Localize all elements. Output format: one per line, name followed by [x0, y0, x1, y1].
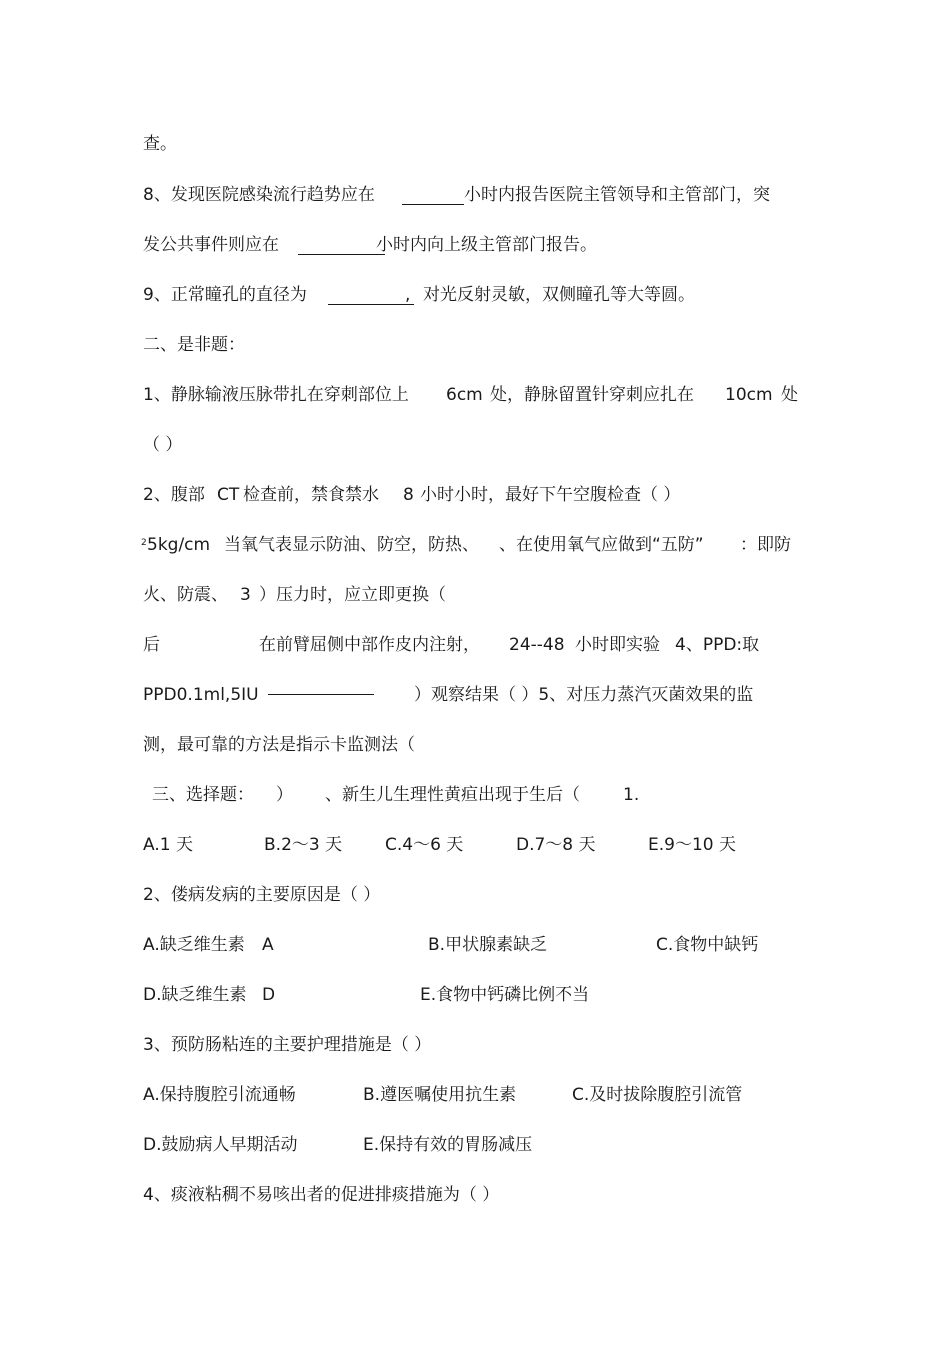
tf-question-3: ：即防	[740, 535, 791, 555]
option-a: A.1 天	[143, 835, 193, 855]
blank-line	[328, 304, 414, 305]
tf-question-3: 、在使用氧气应做到“五防”	[499, 535, 704, 555]
option-d: D.鼓励病人早期活动	[143, 1135, 298, 1155]
option-d: D.缺乏维生素	[143, 985, 247, 1005]
mc-question-3: 3、预防肠粘连的主要护理措施是（ ）	[143, 1035, 432, 1055]
tf-question-3: ）压力时，应立即更换（	[259, 585, 446, 605]
question-8-text: 小时内报告医院主管领导和主管部门，突	[464, 185, 770, 205]
question-8-text: 小时内向上级主管部门报告。	[376, 235, 597, 255]
tf-question-1: 6cm	[446, 385, 483, 405]
mc-question-2: 2、偻病发病的主要原因是（ ）	[143, 885, 381, 905]
option-c: C.食物中缺钙	[656, 935, 759, 955]
tf-question-4: 24--48	[509, 635, 565, 655]
option-a: A	[262, 935, 274, 955]
section-heading: 三、选择题：	[152, 785, 254, 805]
tf-question-1: 处，静脉留置针穿刺应扎在	[490, 385, 694, 405]
tf-question-2: 检查前，禁食禁水	[243, 485, 379, 505]
mc-question-1: 1.	[623, 785, 640, 805]
blank-line	[402, 204, 464, 205]
tf-question-5: ）观察结果（ ）5、对压力蒸汽灭菌效果的监	[414, 685, 754, 705]
option-b: B.遵医嘱使用抗生素	[363, 1085, 517, 1105]
tf-question-3: 3	[240, 585, 251, 605]
tf-question-2: CT	[217, 485, 240, 505]
tf-question-5: 测，最可靠的方法是指示卡监测法（	[143, 735, 415, 755]
answer-bracket: （ ）	[143, 435, 183, 455]
tf-question-3: 当氧气表显示防油、防空，防热、	[224, 535, 479, 555]
option-b: B.甲状腺素缺乏	[428, 935, 548, 955]
tf-question-2: 2、腹部	[143, 485, 205, 505]
option-d: D.7～8 天	[516, 835, 596, 855]
section-heading: 二、是非题：	[143, 335, 245, 355]
question-8-text: 发公共事件则应在	[143, 235, 279, 255]
option-d: D	[262, 985, 276, 1005]
superscript: 2	[141, 538, 147, 548]
tf-question-1: 处	[781, 385, 798, 405]
option-a: A.保持腹腔引流通畅	[143, 1085, 296, 1105]
question-9-text: ,	[405, 285, 411, 305]
question-8-text: 8、发现医院感染流行趋势应在	[143, 185, 375, 205]
mc-question-4: 4、痰液粘稠不易咳出者的促进排痰措施为（ ）	[143, 1185, 500, 1205]
blank-line	[268, 694, 374, 695]
tf-question-4: 在前臂屈侧中部作皮内注射，	[259, 635, 480, 655]
option-b: B.2～3 天	[264, 835, 343, 855]
option-c: C.及时拔除腹腔引流管	[572, 1085, 743, 1105]
option-a: A.缺乏维生素	[143, 935, 245, 955]
question-9-text: 9、正常瞳孔的直径为	[143, 285, 307, 305]
tf-question-4: PPD0.1ml,5IU	[143, 685, 259, 705]
tf-question-2: 小时小时，最好下午空腹检查（ ）	[420, 485, 681, 505]
tf-question-2: 8	[403, 485, 414, 505]
question-9-text: 对光反射灵敏，双侧瞳孔等大等圆。	[423, 285, 695, 305]
tf-question-3: 火、防震、	[143, 585, 228, 605]
text-line: 查。	[143, 134, 177, 154]
tf-question-4: 4、PPD:取	[675, 635, 760, 655]
option-e: E.食物中钙磷比例不当	[420, 985, 590, 1005]
tf-question-3: 5kg/cm	[147, 535, 211, 555]
blank-line	[298, 254, 385, 255]
tf-question-4: 小时即实验	[575, 635, 660, 655]
mc-question-1: ）	[276, 785, 293, 805]
tf-question-1: 10cm	[725, 385, 773, 405]
mc-question-1: 、新生儿生理性黄疸出现于生后（	[325, 785, 580, 805]
tf-question-1: 1、静脉输液压脉带扎在穿刺部位上	[143, 385, 409, 405]
option-e: E.保持有效的胃肠减压	[363, 1135, 533, 1155]
option-c: C.4～6 天	[385, 835, 464, 855]
option-e: E.9～10 天	[648, 835, 736, 855]
tf-question-4: 后	[143, 635, 160, 655]
